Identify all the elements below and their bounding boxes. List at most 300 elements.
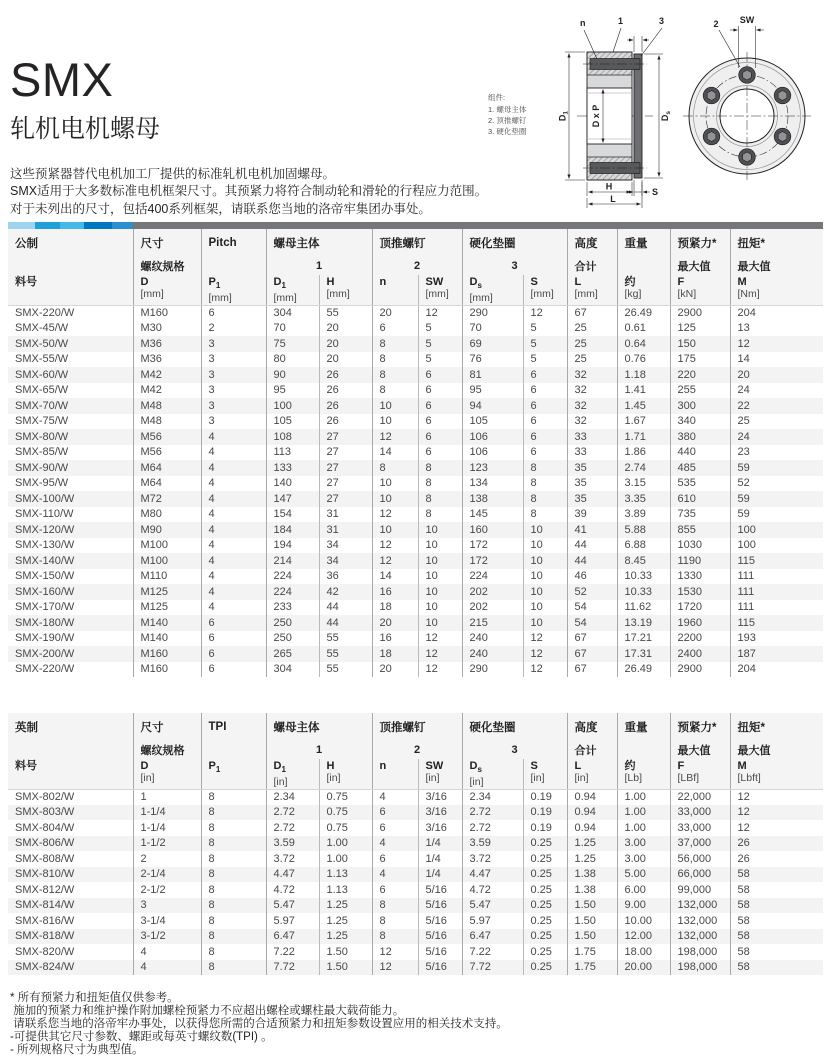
cell: 5/16 [418, 898, 462, 914]
cell: 12.00 [617, 929, 670, 945]
cell: 69 [462, 336, 523, 352]
cell: 1.38 [567, 882, 617, 898]
cell: SMX-130/W [15, 539, 75, 552]
cell: 24 [730, 383, 823, 399]
cell: 8 [201, 960, 266, 976]
cell: 3/16 [418, 789, 462, 805]
cell: 12 [372, 429, 418, 445]
table-row [8, 646, 823, 662]
cell: 10 [523, 600, 567, 616]
cell: 4 [133, 960, 201, 976]
i-th-col-H: H [in] [319, 759, 372, 789]
i-th-ref-2: 2 [372, 741, 462, 759]
i-th-empty [8, 741, 133, 759]
cell: 2900 [670, 662, 730, 678]
cell: 5/16 [418, 960, 462, 976]
cell: 58 [730, 929, 823, 945]
cell: 80 [266, 352, 319, 368]
cell: M72 [133, 491, 201, 507]
table-row [8, 600, 823, 616]
i-th-part-no: 料号 [8, 759, 133, 789]
cell: 5/16 [418, 882, 462, 898]
cell: 6 [523, 383, 567, 399]
cell: 0.25 [523, 898, 567, 914]
m-th-size-group: 尺寸 [133, 229, 201, 257]
cell: 44 [567, 538, 617, 554]
cell: SMX-810/W [15, 868, 75, 881]
cell: 8 [523, 476, 567, 492]
cell: 6 [523, 414, 567, 430]
m-th-empty [8, 257, 133, 275]
cell: M42 [133, 367, 201, 383]
cell: 290 [462, 305, 523, 321]
cell: M48 [133, 398, 201, 414]
cell: 2.34 [266, 789, 319, 805]
cell: 33,000 [670, 805, 730, 821]
cell: 6.47 [462, 929, 523, 945]
cell: 9.00 [617, 898, 670, 914]
cell: 8 [201, 913, 266, 929]
cell: 1.41 [617, 383, 670, 399]
cell: 10 [418, 600, 462, 616]
cell: 26 [730, 851, 823, 867]
cell: 32 [567, 367, 617, 383]
metric-section [0, 222, 830, 677]
cell: 20.00 [617, 960, 670, 976]
cell: SMX-55/W [15, 353, 69, 366]
cell: 6 [523, 429, 567, 445]
cell: 3 [201, 398, 266, 414]
cell: 54 [567, 600, 617, 616]
cell: 240 [462, 646, 523, 662]
table-row [8, 913, 823, 929]
cell: 26 [319, 383, 372, 399]
cell: 2.74 [617, 460, 670, 476]
cell: M100 [133, 553, 201, 569]
cell: 610 [670, 491, 730, 507]
cell: 26 [319, 398, 372, 414]
cell: 100 [730, 522, 823, 538]
cell: 6.00 [617, 882, 670, 898]
cell: 5/16 [418, 929, 462, 945]
cell: M90 [133, 522, 201, 538]
cell: 5 [418, 321, 462, 337]
cell: 1.86 [617, 445, 670, 461]
cell: 66,000 [670, 867, 730, 883]
cell: M48 [133, 414, 201, 430]
cell: M160 [133, 305, 201, 321]
technical-drawing [487, 12, 827, 212]
cell: 16 [372, 631, 418, 647]
cell: 12 [523, 305, 567, 321]
cell: M42 [133, 383, 201, 399]
cell: 35 [567, 460, 617, 476]
table-row [8, 615, 823, 631]
cell: 12 [418, 305, 462, 321]
accent-segment [60, 222, 84, 229]
cell: 8 [372, 460, 418, 476]
cell: 485 [670, 460, 730, 476]
cell: 1.25 [319, 898, 372, 914]
cell: 94 [462, 398, 523, 414]
cell: 10 [372, 476, 418, 492]
cell: 440 [670, 445, 730, 461]
cell: 115 [730, 553, 823, 569]
cell: 20 [319, 321, 372, 337]
cell: 172 [462, 553, 523, 569]
imperial-table-header [8, 713, 823, 789]
cell: 4.47 [462, 867, 523, 883]
cell: 70 [462, 321, 523, 337]
m-th-col-Ds: $D_s$ [mm] [462, 275, 523, 305]
cell: SMX-85/W [15, 446, 69, 459]
cell: 8 [418, 507, 462, 523]
cell: 41 [567, 522, 617, 538]
cell: 2.72 [462, 805, 523, 821]
cell: 224 [462, 569, 523, 585]
i-th-ref-1: 1 [266, 741, 372, 759]
cell: 2200 [670, 631, 730, 647]
cell: 3.72 [266, 851, 319, 867]
cell: 52 [567, 584, 617, 600]
cell: 224 [266, 584, 319, 600]
dim-label-d1: $D_1$ [557, 110, 570, 122]
m-th-col-L: L [mm] [567, 275, 617, 305]
cell: 20 [372, 615, 418, 631]
cell: 10 [418, 538, 462, 554]
imperial-table-body [8, 789, 823, 975]
cell: 4 [201, 522, 266, 538]
cell: 8 [523, 491, 567, 507]
cell: 8.45 [617, 553, 670, 569]
cell: M64 [133, 460, 201, 476]
cell: 2-1/2 [133, 882, 201, 898]
cell: SMX-804/W [15, 821, 75, 834]
cell: 8 [201, 820, 266, 836]
cell: 52 [730, 476, 823, 492]
cell: 55 [319, 631, 372, 647]
cell: 10 [523, 569, 567, 585]
cell: 59 [730, 460, 823, 476]
cell: 105 [266, 414, 319, 430]
cell: 202 [462, 600, 523, 616]
cell: 44 [319, 600, 372, 616]
cell: 8 [372, 352, 418, 368]
i-th-jack-screws-group: 顶推螺钉 [372, 713, 462, 741]
cell: 123 [462, 460, 523, 476]
cell: SMX-820/W [15, 945, 75, 958]
cell: 1.00 [319, 851, 372, 867]
cell: M64 [133, 476, 201, 492]
cell: 250 [266, 631, 319, 647]
cell: 18 [372, 646, 418, 662]
cell: 8 [201, 898, 266, 914]
cell: 8 [523, 460, 567, 476]
cell: 24 [730, 429, 823, 445]
cell: SMX-220/W [15, 663, 75, 676]
cell: 125 [670, 321, 730, 337]
cell: SMX-180/W [15, 616, 75, 629]
cell: 14 [372, 569, 418, 585]
dim-label-l: L [610, 194, 616, 204]
cell: 1960 [670, 615, 730, 631]
cell: 1.75 [567, 960, 617, 976]
cell: 0.25 [523, 913, 567, 929]
cell: 58 [730, 882, 823, 898]
metric-table-body [8, 305, 823, 677]
i-th-preload-group: 预紧力* [670, 713, 730, 741]
cell: 37,000 [670, 836, 730, 852]
cell: 95 [462, 383, 523, 399]
cell: 2.34 [462, 789, 523, 805]
cell: 3.35 [617, 491, 670, 507]
table-row [8, 476, 823, 492]
i-th-col-P1: $P_1$ [201, 759, 266, 789]
imperial-table [8, 713, 823, 975]
front-view [683, 15, 811, 180]
cell: 1.00 [319, 836, 372, 852]
table-row [8, 836, 823, 852]
cell: 0.61 [617, 321, 670, 337]
cell: 12 [730, 789, 823, 805]
cell: 12 [523, 631, 567, 647]
cell: 4 [201, 507, 266, 523]
cell: 4 [201, 491, 266, 507]
cell: 6 [523, 367, 567, 383]
cell: 194 [266, 538, 319, 554]
cell: 6.47 [266, 929, 319, 945]
dim-label-sw: SW [739, 15, 755, 25]
footnote-line: -可提供其它尺寸参数、螺距或每英寸螺纹数(TPI) 。 [10, 1031, 273, 1043]
footnote-line: - 所列规格尺寸为典型值。 [10, 1044, 144, 1056]
ref-label-2: 2 [713, 19, 719, 29]
cell: 4 [201, 584, 266, 600]
accent-segment [35, 222, 60, 229]
cell: M36 [133, 352, 201, 368]
cell: 36 [319, 569, 372, 585]
cell: SMX-90/W [15, 461, 69, 474]
cell: 16 [372, 584, 418, 600]
cell: 3.00 [617, 836, 670, 852]
cell: 67 [567, 646, 617, 662]
i-th-weight-group: 重量 [617, 713, 670, 741]
cell: 150 [670, 336, 730, 352]
cell: 10 [372, 398, 418, 414]
cell: 6 [523, 398, 567, 414]
cell: 12 [730, 336, 823, 352]
cell: 265 [266, 646, 319, 662]
cell: 34 [319, 553, 372, 569]
cell: 8 [201, 789, 266, 805]
cell: 0.64 [617, 336, 670, 352]
i-th-washer-group: 硬化垫圈 [462, 713, 567, 741]
cell: SMX-80/W [15, 430, 69, 443]
cell: M125 [133, 584, 201, 600]
cell: 6 [372, 820, 418, 836]
cell: 160 [462, 522, 523, 538]
cell: 111 [730, 584, 823, 600]
cell: 290 [462, 662, 523, 678]
m-th-col-D1: $D_1$ [mm] [266, 275, 319, 305]
cell: SMX-50/W [15, 337, 69, 350]
cell: 1 [133, 789, 201, 805]
cell: 5.97 [266, 913, 319, 929]
cell: M140 [133, 631, 201, 647]
cell: 32 [567, 414, 617, 430]
cell: 3 [133, 898, 201, 914]
i-th-max-torque: 最大值 [730, 741, 823, 759]
cell: SMX-200/W [15, 647, 75, 660]
cell: 184 [266, 522, 319, 538]
m-th-preload-group: 预紧力* [670, 229, 730, 257]
cell: 8 [372, 898, 418, 914]
table-row [8, 867, 823, 883]
m-th-ref-2: 2 [372, 257, 462, 275]
cell: 4 [372, 867, 418, 883]
cell: 4 [372, 836, 418, 852]
cell: 105 [462, 414, 523, 430]
cell: 6 [523, 445, 567, 461]
cell: 2 [133, 851, 201, 867]
cell: 31 [319, 507, 372, 523]
cell: 6 [372, 805, 418, 821]
cell: 0.94 [567, 805, 617, 821]
cell: 214 [266, 553, 319, 569]
cell: SMX-140/W [15, 554, 75, 567]
i-th-torque-group: 扭矩* [730, 713, 823, 741]
cell: 27 [319, 460, 372, 476]
cell: 1/4 [418, 867, 462, 883]
footnote-line: 请联系您当地的洛帝牢办事处，以获得您所需的合适预紧力和扭矩参数设置应用的相关技术支持。 [10, 1018, 508, 1030]
table-row [8, 960, 823, 976]
cell: 58 [730, 867, 823, 883]
cell: 2 [201, 321, 266, 337]
cell: 111 [730, 569, 823, 585]
cell: 7.72 [266, 960, 319, 976]
cell: 220 [670, 367, 730, 383]
i-th-col-n: n [372, 759, 418, 789]
cell: 10.00 [617, 913, 670, 929]
cell: 2.72 [266, 805, 319, 821]
cell: 6 [201, 305, 266, 321]
cell: 20 [372, 662, 418, 678]
cell: 0.25 [523, 944, 567, 960]
cell: 5 [418, 336, 462, 352]
cell: 8 [201, 867, 266, 883]
cell: 0.76 [617, 352, 670, 368]
cell: 0.25 [523, 929, 567, 945]
cell: 25 [567, 352, 617, 368]
cell: 44 [319, 615, 372, 631]
cell: 5.00 [617, 867, 670, 883]
page-header [0, 0, 830, 222]
i-th-empty [201, 741, 266, 759]
m-th-nut-body-group: 螺母主体 [266, 229, 372, 257]
i-th-col-D: D [in] [133, 759, 201, 789]
cell: 55 [319, 305, 372, 321]
cell: 4 [372, 789, 418, 805]
cell: 75 [266, 336, 319, 352]
cell: 10 [523, 522, 567, 538]
m-th-ref-3: 3 [462, 257, 567, 275]
cell: 8 [523, 507, 567, 523]
table-row [8, 398, 823, 414]
cell: 67 [567, 305, 617, 321]
cell: 233 [266, 600, 319, 616]
cell: 735 [670, 507, 730, 523]
cell: 0.75 [319, 820, 372, 836]
description-line: 对于未列出的尺寸，包括400系列框架，请联系您当地的洛帝牢集团办事处。 [10, 201, 431, 216]
cell: 35 [567, 476, 617, 492]
cell: 90 [266, 367, 319, 383]
page-subtitle: 轧机电机螺母 [10, 114, 161, 143]
cell: 18 [372, 600, 418, 616]
cell: 4.72 [462, 882, 523, 898]
cell: 67 [567, 662, 617, 678]
cell: SMX-120/W [15, 523, 75, 536]
i-th-height-group: 高度 [567, 713, 617, 741]
cell: 20 [372, 305, 418, 321]
i-th-col-M: M [Lbft] [730, 759, 823, 789]
cell: SMX-812/W [15, 883, 75, 896]
cell: 8 [201, 836, 266, 852]
cell: 1-1/4 [133, 820, 201, 836]
cell: 0.19 [523, 789, 567, 805]
cell: SMX-70/W [15, 399, 69, 412]
cell: SMX-220/W [15, 307, 75, 319]
m-th-total: 合计 [567, 257, 617, 275]
cell: 8 [201, 805, 266, 821]
i-th-total: 合计 [567, 741, 617, 759]
cell: 255 [670, 383, 730, 399]
cell: 1.38 [567, 867, 617, 883]
table-row [8, 553, 823, 569]
cell: 33 [567, 429, 617, 445]
cell: 81 [462, 367, 523, 383]
cell: 0.94 [567, 820, 617, 836]
table-row [8, 445, 823, 461]
cell: 133 [266, 460, 319, 476]
cell: 7.22 [266, 944, 319, 960]
cell: 8 [372, 383, 418, 399]
cell: 175 [670, 352, 730, 368]
cell: 3.59 [462, 836, 523, 852]
cell: SMX-818/W [15, 930, 75, 943]
cell: 1.25 [567, 836, 617, 852]
cell: 3.00 [617, 851, 670, 867]
cell: 2.72 [462, 820, 523, 836]
cell: 6 [418, 445, 462, 461]
table-row [8, 336, 823, 352]
cell: 1.50 [567, 898, 617, 914]
legend-item: 2. 顶推螺钉 [488, 116, 527, 125]
cell: 4 [201, 553, 266, 569]
i-th-col-SW: SW [in] [418, 759, 462, 789]
table-row [8, 929, 823, 945]
cell: 8 [201, 929, 266, 945]
cell: 1030 [670, 538, 730, 554]
m-th-pitch-group: Pitch [201, 229, 266, 257]
cell: 4 [201, 460, 266, 476]
cell: 12 [730, 805, 823, 821]
cell: SMX-190/W [15, 632, 75, 645]
cell: 224 [266, 569, 319, 585]
cell: 1/4 [418, 836, 462, 852]
cell: 6 [201, 631, 266, 647]
table-row [8, 538, 823, 554]
table-row [8, 460, 823, 476]
table-row [8, 491, 823, 507]
